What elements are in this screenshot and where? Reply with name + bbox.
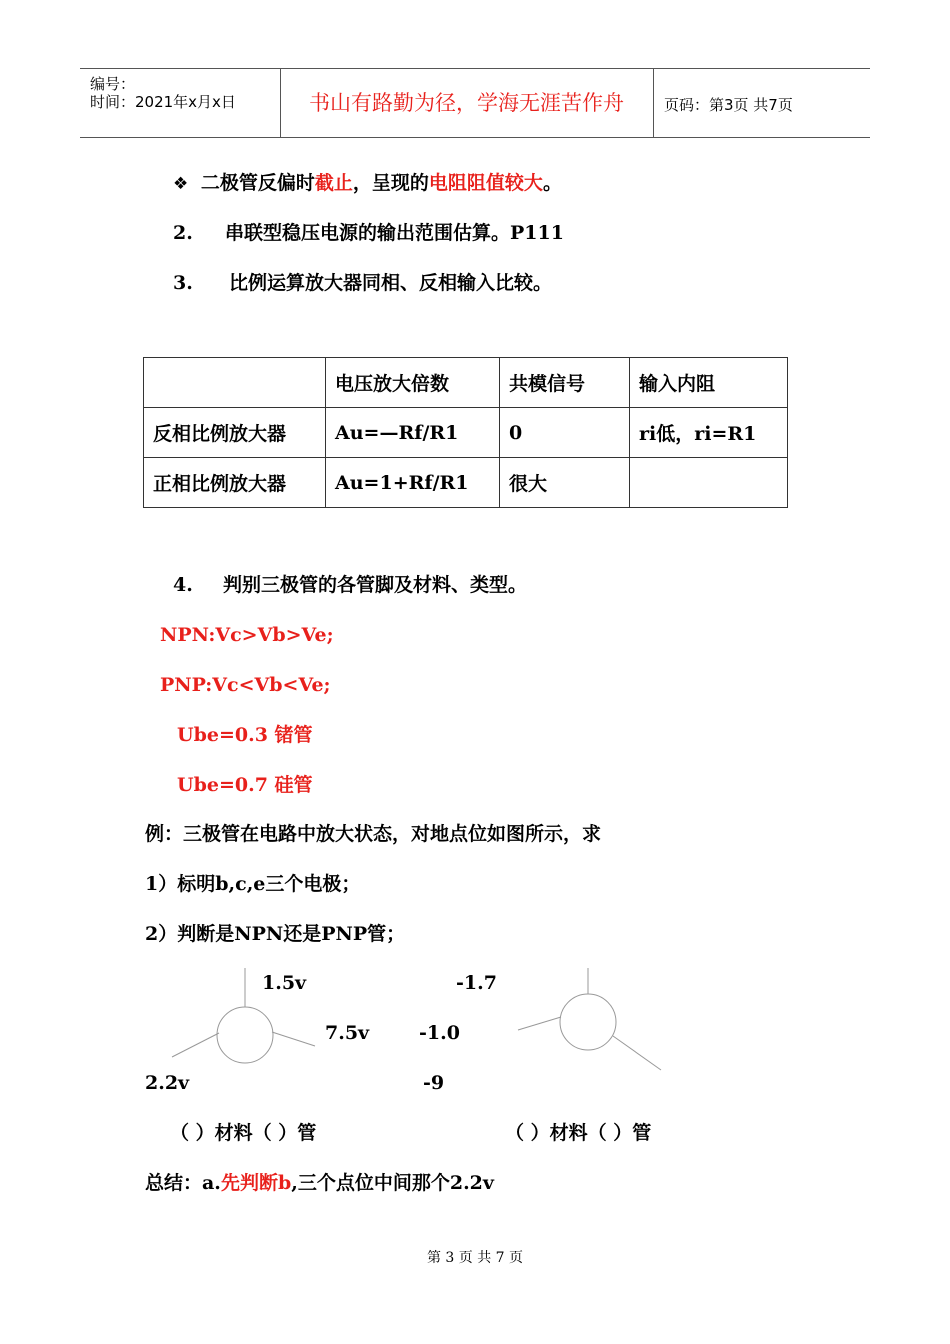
right-top-voltage: -1.7 <box>456 972 497 994</box>
question-1: 1）标明b,c,e三个电极； <box>145 873 361 895</box>
question-2: 2）判断是NPN还是PNP管； <box>145 923 406 945</box>
left-right-voltage: 7.5v <box>325 1022 370 1044</box>
table-header-cell: 输入内阻 <box>630 358 788 408</box>
item4-number: 4. <box>173 574 193 596</box>
table-cell: ri低，ri=R1 <box>630 408 788 458</box>
ube-germanium: Ube=0.3 锗管 <box>177 724 313 746</box>
ube-silicon: Ube=0.7 硅管 <box>177 774 313 796</box>
table-cell: Au=—Rf/R1 <box>326 408 500 458</box>
page-label: 页码：第3页 共7页 <box>664 96 793 114</box>
item4-text: 判别三极管的各管脚及材料、类型。 <box>223 574 528 596</box>
item3-text: 比例运算放大器同相、反相输入比较。 <box>229 272 553 294</box>
summary-line <box>145 1174 494 1193</box>
pnp-rule: PNP:Vc<Vb<Ve; <box>160 674 331 696</box>
table-cell: 正相比例放大器 <box>144 458 326 508</box>
item2-text: 串联型稳压电源的输出范围估算。P111 <box>225 222 564 244</box>
diode-text-mid: ，呈现的 <box>352 172 429 194</box>
example-text: 例：三极管在电路中放大状态，对地点位如图所示，求 <box>145 823 602 845</box>
diode-text-red1: 截止 <box>314 172 353 194</box>
left-top-voltage: 1.5v <box>262 972 307 994</box>
item3-number: 3. <box>173 272 193 294</box>
table-header-cell: 共模信号 <box>500 358 630 408</box>
summary-post: ,三个点位中间那个2.2v <box>291 1172 494 1194</box>
left-bottom-voltage: 2.2v <box>145 1072 190 1094</box>
table-cell: 反相比例放大器 <box>144 408 326 458</box>
diode-text-pre: 二极管反偏时 <box>200 172 315 194</box>
table-cell: 很大 <box>500 458 630 508</box>
diode-text-end: 。 <box>542 172 562 194</box>
time-label: 时间：2021年x月x日 <box>90 93 236 111</box>
page-footer: 第 3 页 共 7 页 <box>426 1250 524 1266</box>
table-cell: Au=1+Rf/R1 <box>326 458 500 508</box>
motto: 书山有路勤为径，学海无涯苦作舟 <box>309 91 624 115</box>
right-bottom-voltage: -9 <box>423 1072 445 1094</box>
npn-rule: NPN:Vc>Vb>Ve; <box>160 624 334 646</box>
summary-pre: 总结：a. <box>145 1172 221 1194</box>
diode-text-red2: 电阻阻值较大 <box>428 172 543 194</box>
blank-answer-right: （ ）材料（ ）管 <box>505 1122 652 1144</box>
summary-red: 先判断b <box>220 1172 292 1194</box>
bullet-icon: ❖ <box>173 174 189 194</box>
blank-answer-left: （ ）材料（ ）管 <box>170 1122 317 1144</box>
right-transistor-symbol <box>518 968 661 1070</box>
right-left-voltage: -1.0 <box>419 1022 460 1044</box>
item2-number: 2. <box>173 222 193 244</box>
table-cell: 0 <box>500 408 630 458</box>
number-label: 编号： <box>90 75 136 93</box>
table-header-cell: 电压放大倍数 <box>326 358 500 408</box>
